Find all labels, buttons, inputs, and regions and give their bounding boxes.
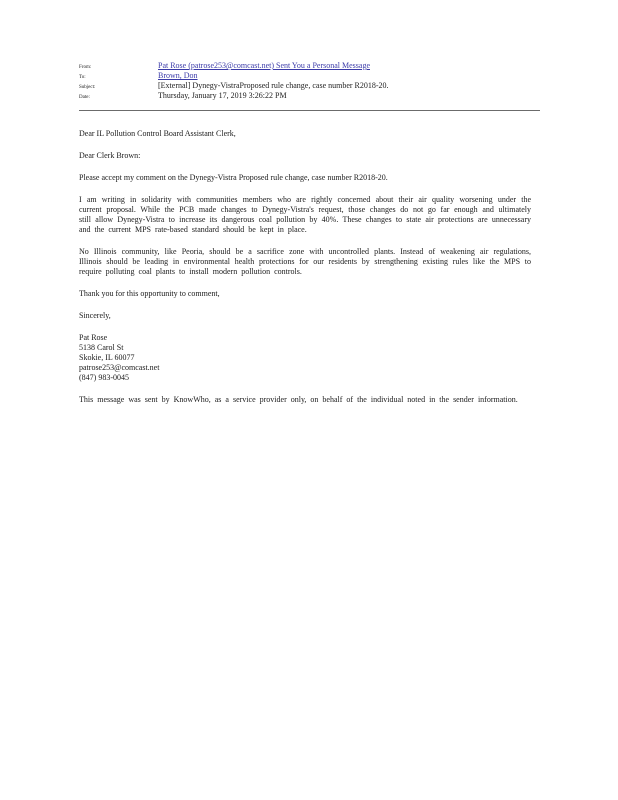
date-label: Date:	[79, 95, 90, 100]
signature-email: patrose253@comcast.net	[79, 363, 160, 372]
signature-name: Pat Rose	[79, 333, 108, 342]
signature-street: 5138 Carol St	[79, 343, 124, 352]
to-row	[79, 71, 540, 81]
comment-paragraph-regulations: No Illinois community, like Peoria, should be a sacrifice zone with uncontrolled plants. Instead of weakening air regulations, Illinois should be leading in environmental health protections for our residents by strengthening existing rules like the MPS to require polluting coal plants to install modern pollution controls.	[79, 247, 531, 276]
to-value-link[interactable]: Brown, Don	[158, 71, 198, 80]
comment-paragraph-solidarity: I am writing in solidarity with communities members who are rightly concerned about their air quality worsening under the current proposal. While the PCB made changes to Dynegy-Vistra's request, those changes do not go far enough and ultimately still allow Dynegy-Vistra to increase its dangerous coal pollution by 40%. These changes to state air protections are unnecessary and the current MPS rate-based standard should be kept in place.	[79, 195, 531, 234]
to-label: To:	[79, 75, 86, 80]
subject-value: [External] Dynegy-VistraProposed rule change, case number R2018-20.	[158, 81, 389, 90]
from-label: From:	[79, 65, 92, 70]
from-row	[79, 61, 540, 71]
subject-row	[79, 81, 540, 91]
date-value: Thursday, January 17, 2019 3:26:22 PM	[158, 91, 287, 100]
date-row	[79, 91, 540, 101]
signature-phone: (847) 983-0045	[79, 373, 129, 382]
thanks-line: Thank you for this opportunity to comment,	[79, 289, 220, 298]
closing-line: Sincerely,	[79, 311, 111, 320]
signature-city: Skokie, IL 60077	[79, 353, 135, 362]
salutation-board: Dear IL Pollution Control Board Assistant Clerk,	[79, 129, 236, 138]
header-divider	[79, 110, 540, 111]
salutation-clerk: Dear Clerk Brown:	[79, 151, 141, 160]
comment-intro: Please accept my comment on the Dynegy-Vistra Proposed rule change, case number R2018-20.	[79, 173, 388, 182]
subject-label: Subject:	[79, 85, 96, 90]
signature-block	[79, 333, 531, 383]
email-header	[79, 61, 540, 101]
email-body	[79, 129, 531, 417]
footer-disclaimer: This message was sent by KnowWho, as a service provider only, on behalf of the individual noted in the sender information.	[79, 395, 518, 404]
from-value-link[interactable]: Pat Rose (patrose253@comcast.net) Sent You a Personal Message	[158, 61, 370, 70]
